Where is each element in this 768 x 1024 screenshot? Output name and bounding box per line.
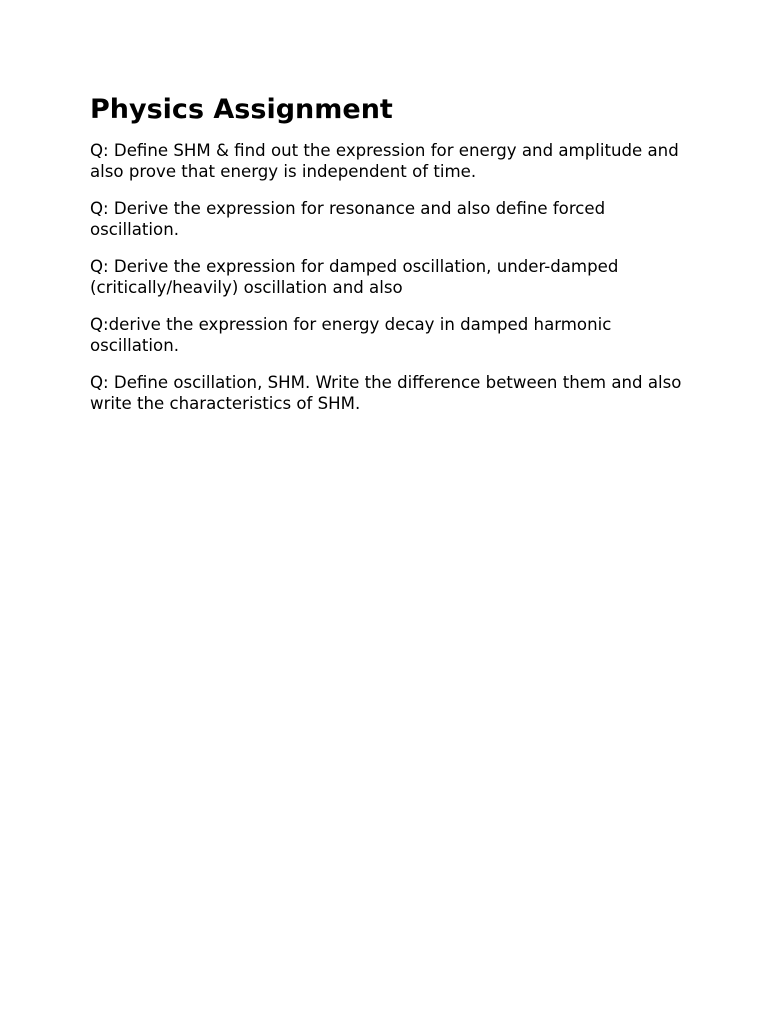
document-title: Physics Assignment xyxy=(90,94,393,125)
question-item: Q:derive the expression for energy decay in damped harmonic oscillation. xyxy=(90,315,612,355)
question-item: Q: Derive the expression for damped oscillation, under-damped (critically/heavily) oscillation and also xyxy=(90,257,619,297)
question-item: Q: Define SHM & find out the expression for energy and amplitude and also prove that energy is independent of time. xyxy=(90,141,679,181)
question-item: Q: Define oscillation, SHM. Write the difference between them and also write the characteristics of SHM. xyxy=(90,373,682,413)
question-item: Q: Derive the expression for resonance and also define forced oscillation. xyxy=(90,199,606,239)
document-page xyxy=(90,90,690,430)
